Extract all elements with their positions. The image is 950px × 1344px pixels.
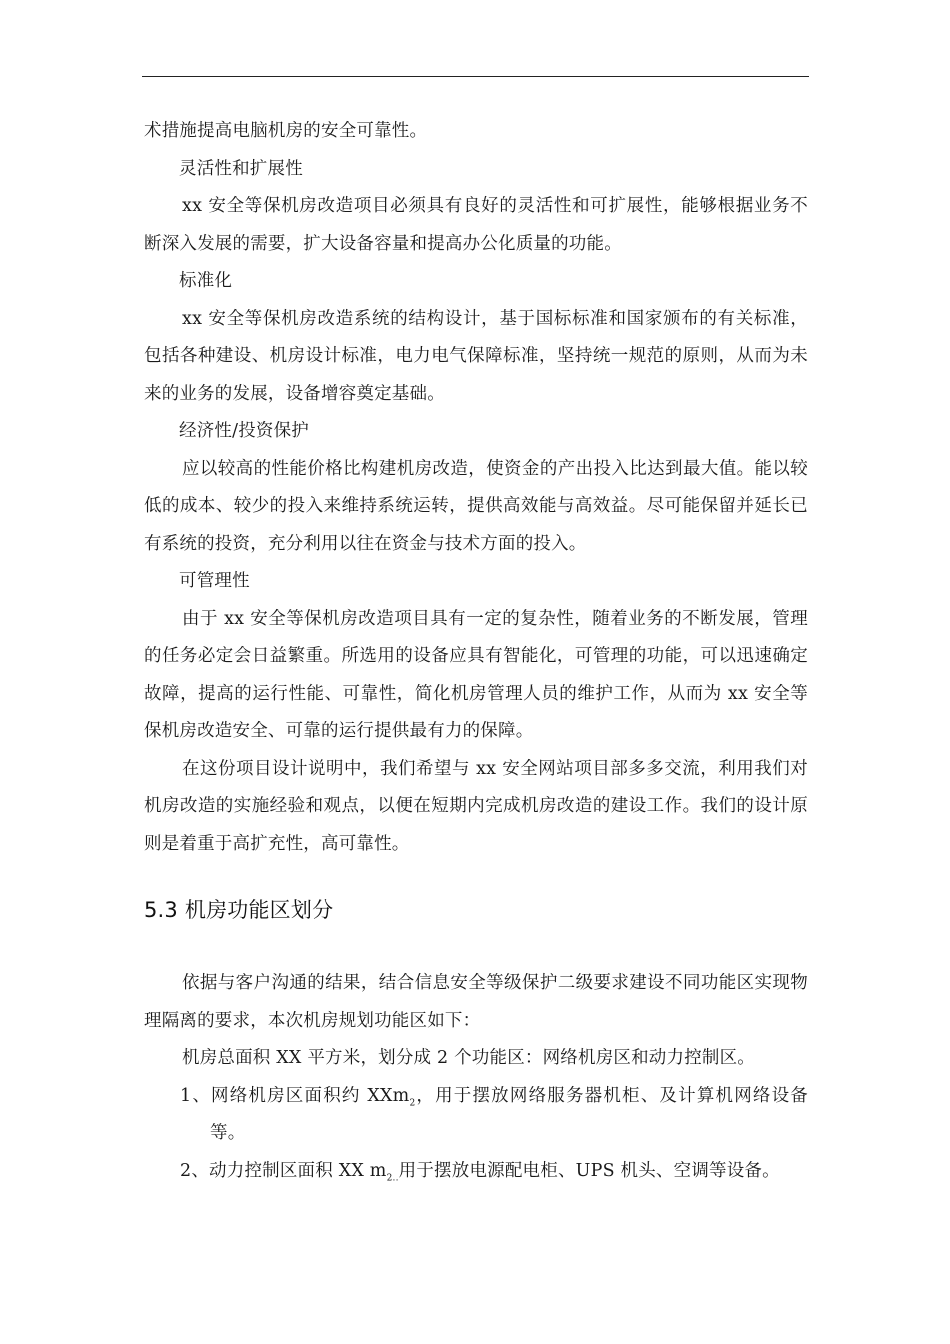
list-text-rest: ，用于摆放网络服务器机柜、及计算机网络设备等。 xyxy=(210,1085,808,1143)
paragraph-zoning-basis: 依据与客户沟通的结果，结合信息安全等级保护二级要求建设不同功能区实现物理隔离的要求，本次机房规划功能区如下： xyxy=(144,973,808,1031)
subheading-flexibility: 灵活性和扩展性 xyxy=(179,158,303,179)
paragraph-total-area: 机房总面积 XX 平方米，划分成 2 个功能区：网络机房区和动力控制区。 xyxy=(182,1048,755,1068)
list-number: 1、 xyxy=(180,1085,212,1106)
page-content xyxy=(144,113,808,1190)
subheading-standardization: 标准化 xyxy=(179,271,233,291)
list-text: 动力控制区面积 XX m xyxy=(209,1160,387,1181)
list-item-power-control xyxy=(144,1153,808,1191)
list-number: 2、 xyxy=(180,1160,210,1181)
section-heading: 5.3 机房功能区划分 xyxy=(144,898,334,922)
paragraph-flexibility: xx 安全等保机房改造项目必须具有良好的灵活性和可扩展性，能够根据业务不断深入发展的需要，扩大设备容量和提高办公化质量的功能。 xyxy=(144,196,808,254)
paragraph-continuation: 术措施提高电脑机房的安全可靠性。 xyxy=(144,121,428,141)
paragraph-design-principle: 在这份项目设计说明中，我们希望与 xx 安全网站项目部多多交流，利用我们对机房改造的实施经验和观点，以便在短期内完成机房改造的建设工作。我们的设计原则是着重于高扩充性，高可靠性。 xyxy=(144,758,808,854)
paragraph-economy: 应以较高的性能价格比构建机房改造，使资金的产出投入比达到最大值。能以较低的成本、较少的投入来维持系统运转，提供高效能与高效益。尽可能保留并延长已有系统的投资，充分利用以往在资金与技术方面的投入。 xyxy=(144,458,808,554)
list-text: 网络机房区面积约 XXm xyxy=(211,1085,410,1106)
unit-superscript: 2.. xyxy=(386,1173,399,1183)
subheading-economy: 经济性/投资保护 xyxy=(179,421,309,441)
subheading-manageability: 可管理性 xyxy=(179,571,250,591)
paragraph-manageability: 由于 xx 安全等保机房改造项目具有一定的复杂性，随着业务的不断发展，管理的任务必定会日益繁重。所选用的设备应具有智能化，可管理的功能，可以迅速确定故障，提高的运行性能、可靠性，简化机房管理人员的维护工作，从而为 xx 安全等保机房改造安全、可靠的运行提供最有力的保障。 xyxy=(144,608,808,741)
unit-superscript: 2 xyxy=(409,1098,416,1108)
paragraph-standardization: xx 安全等保机房改造系统的结构设计，基于国标标准和国家颁布的有关标准，包括各种建设、机房设计标准，电力电气保障标准，坚持统一规范的原则，从而为未来的业务的发展，设备增容奠定基础。 xyxy=(144,308,808,404)
header-rule xyxy=(142,76,809,77)
list-text-rest: 用于摆放电源配电柜、UPS 机头、空调等设备。 xyxy=(398,1160,780,1181)
list-item-network-room xyxy=(144,1078,808,1153)
